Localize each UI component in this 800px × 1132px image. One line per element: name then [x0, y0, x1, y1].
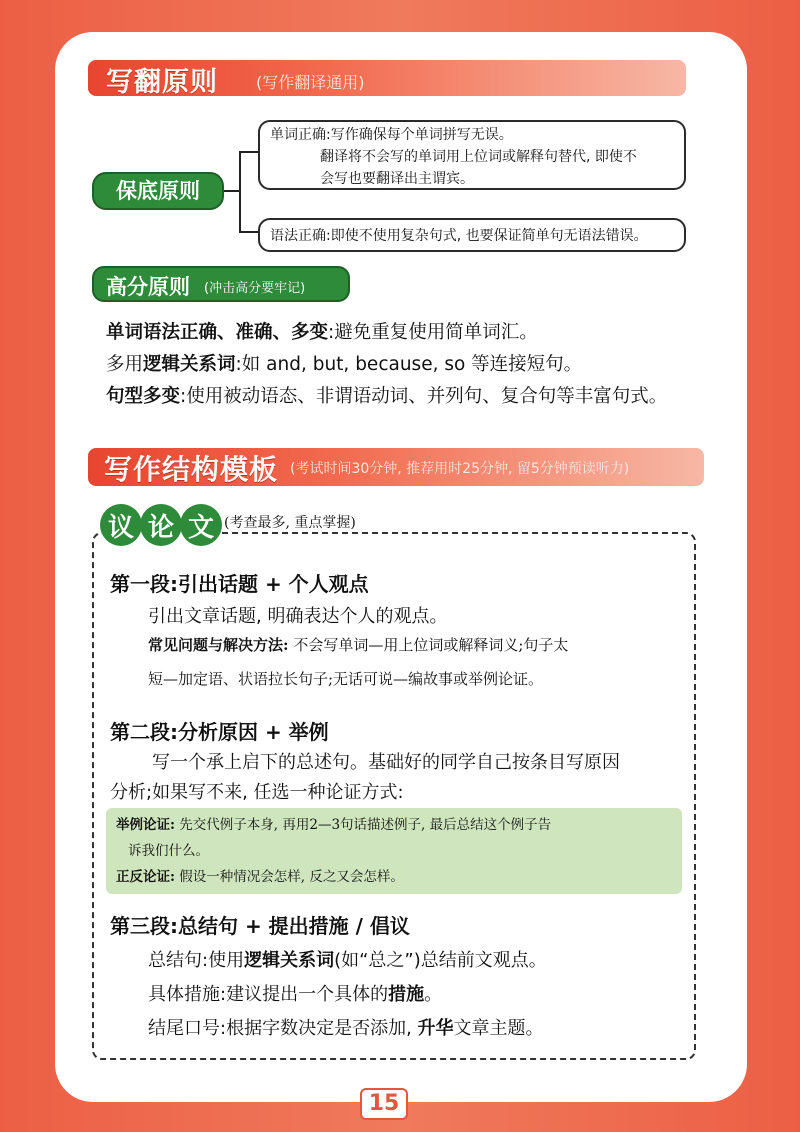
gaofen-line1-rest: :避免重复使用简单词汇。	[328, 322, 538, 343]
para3-l2-pre: 具体措施:建议提出一个具体的	[148, 984, 389, 1005]
bracket-connector	[222, 140, 262, 240]
box1-line2: 翻译将不会写的单词用上位词或解释句替代, 即使不	[320, 149, 637, 165]
para2-heading: 第二段:分析原因 + 举例	[110, 720, 329, 744]
para1-note-bold: 常见问题与解决方法:	[148, 636, 289, 654]
para1-note-line2: 短—加定语、状语拉长句子;无话可说—编故事或举例论证。	[148, 670, 544, 688]
gaofen-line1	[106, 318, 538, 344]
ex-line2: 诉我们什么。	[128, 843, 209, 859]
para1-note-line1: 不会写单词—用上位词或解释词义;句子太	[288, 636, 569, 654]
para3-l2-rest: 。	[424, 984, 443, 1005]
gaofen-line2-bold: 逻辑关系词	[143, 354, 236, 375]
para2-text	[110, 748, 620, 808]
para3-heading: 第三段:总结句 + 提出措施 / 倡议	[110, 914, 410, 938]
genre-note: (考查最多, 重点掌握)	[224, 515, 356, 531]
section-subtitle: (写作翻译通用)	[256, 73, 365, 92]
baodi-box-grammar	[258, 218, 686, 252]
gaofen-line2-pre: 多用	[106, 354, 144, 375]
gaofen-line3-rest: :使用被动语态、非谓语动词、并列句、复合句等丰富句式。	[180, 386, 668, 407]
argument-methods-box	[106, 808, 682, 894]
para3-l2-bold: 措施	[388, 984, 425, 1005]
section2-subtitle: (考试时间30分钟, 推荐用时25分钟, 留5分钟预读听力)	[290, 461, 630, 477]
gaofen-line2	[106, 350, 582, 376]
para2-text-line1: 写一个承上启下的总述句。基础好的同学自己按条目写原因	[152, 752, 620, 773]
gaofen-line1-bold: 单词语法正确、准确、多变	[106, 322, 329, 343]
para2-text-line2: 分析;如果写不来, 任选一种论证方式:	[110, 782, 404, 803]
para3-l1-rest: (如“总之”)总结前文观点。	[334, 950, 547, 971]
page-number: 15	[360, 1088, 408, 1120]
para3-lines	[148, 944, 547, 1046]
box1-line3: 会写也要翻译出主谓宾。	[320, 171, 474, 187]
ex-line1: 先交代例子本身, 再用2—3句话描述例子, 最后总结这个例子告	[174, 817, 552, 833]
para3-l1-bold: 逻辑关系词	[244, 950, 335, 971]
genre-char-1: 议	[100, 504, 142, 546]
zf-bold: 正反论证:	[116, 869, 175, 885]
gaofen-label: 高分原则	[106, 275, 190, 299]
gaofen-line3-bold: 句型多变	[106, 386, 181, 407]
para1-note	[148, 628, 688, 696]
gaofen-line3	[106, 382, 667, 408]
box2-text: 语法正确:即使不使用复杂句式, 也要保证简单句无语法错误。	[270, 228, 648, 244]
gaofen-label-pill	[92, 266, 350, 302]
baodi-label: 保底原则	[92, 172, 224, 210]
genre-char-2: 论	[140, 504, 182, 546]
baodi-box-vocab	[258, 120, 686, 190]
para3-l3-rest: 文章主题。	[453, 1018, 544, 1039]
para3-l1-pre: 总结句:使用	[148, 950, 245, 971]
para3-l3-bold: 升华	[417, 1018, 454, 1039]
zf-text: 假设一种情况会怎样, 反之又会怎样。	[174, 869, 404, 885]
gaofen-sub: (冲击高分要牢记)	[204, 281, 306, 296]
gaofen-line2-rest: :如 and, but, because, so 等连接短句。	[235, 354, 583, 375]
ex-bold: 举例论证:	[116, 817, 175, 833]
para1-text: 引出文章话题, 明确表达个人的观点。	[148, 606, 448, 627]
box1-line1: 单词正确:写作确保每个单词拼写无误。	[270, 127, 513, 143]
section2-title: 写作结构模板	[104, 453, 279, 486]
para3-l3-pre: 结尾口号:根据字数决定是否添加,	[148, 1018, 418, 1039]
section-title: 写翻原则	[106, 67, 218, 98]
genre-char-3: 文	[180, 504, 222, 546]
para1-heading: 第一段:引出话题 + 个人观点	[110, 572, 369, 596]
